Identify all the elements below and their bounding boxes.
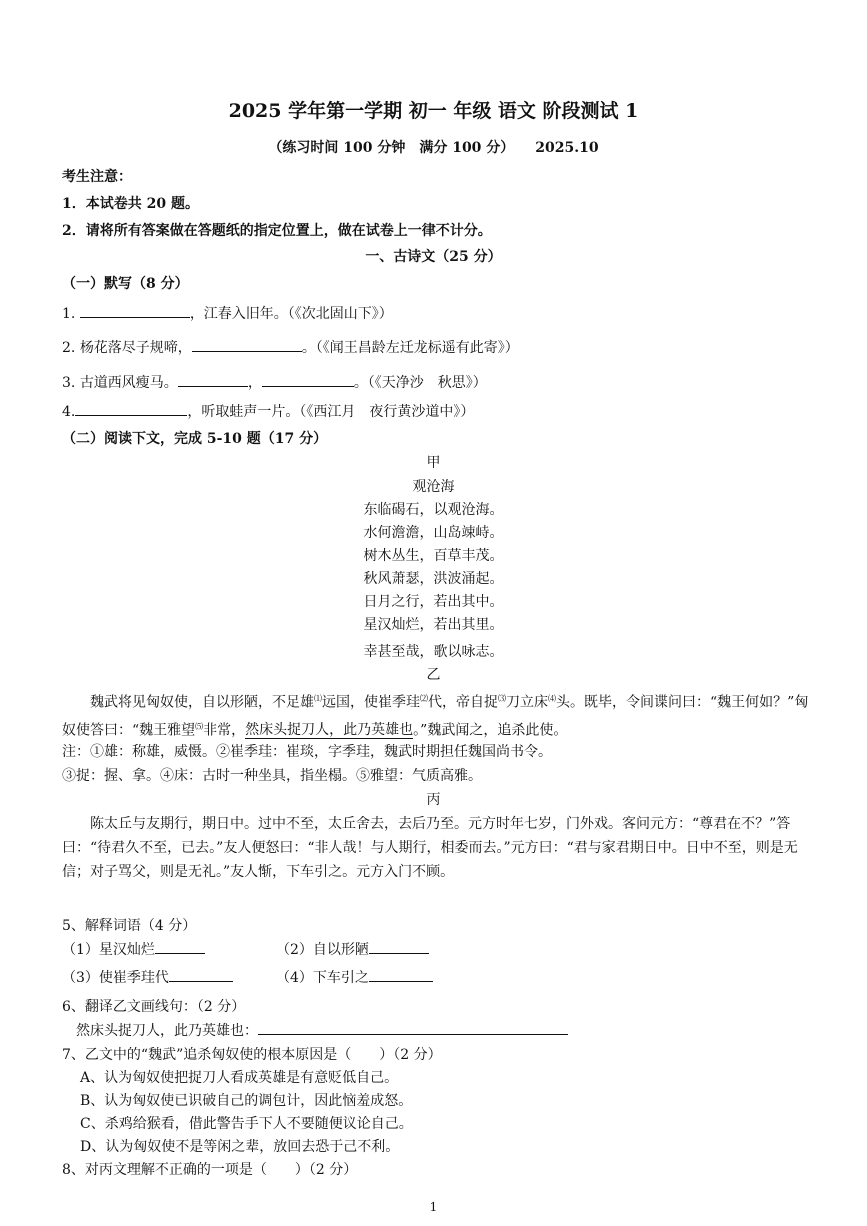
question-4 (62, 401, 474, 421)
notice-heading: 考生注意： (62, 169, 132, 185)
question-5-item (276, 939, 429, 959)
item-text: （4）下车引之 (276, 970, 369, 986)
answer-blank (369, 939, 429, 954)
question-6-title: 6、翻译乙文画线句：（2 分） (62, 999, 246, 1015)
underlined-sentence: 然床头捉刀人，此乃英雄也 (245, 722, 414, 739)
question-5-item (62, 967, 233, 987)
footnote-marker: ⑴ (314, 694, 322, 703)
poem-line: 日月之行，若出其中。 (363, 594, 504, 610)
footnote-marker: ⑸ (195, 721, 204, 731)
footnote-marker: ⑷ (548, 694, 556, 703)
answer-blank (192, 337, 302, 352)
passage-text: 代，帝自捉 (428, 694, 498, 711)
poem-line: 星汉灿烂，若出其里。 (363, 617, 504, 633)
text-label-yi: 乙 (426, 667, 441, 683)
question-number: 3. (62, 375, 76, 391)
question-text: 杨花落尽子规啼， (79, 340, 192, 356)
answer-blank (169, 967, 233, 982)
poem-line: 水何澹澹，山岛竦峙。 (363, 525, 504, 541)
option-c: C、杀鸡给猴看，借此警告手下人不要随便议论自己。 (80, 1116, 413, 1132)
answer-blank (75, 401, 187, 416)
answer-blank (369, 967, 433, 982)
question-3 (62, 372, 487, 392)
passage-text: 头。既毕，令间谍问曰：“魏王何如？”匈奴使答曰：“魏王雅望 (62, 694, 809, 739)
question-7-title: 7、乙文中的“魏武”追杀匈奴使的根本原因是（ ）（2 分） (62, 1047, 442, 1063)
annotation-line-1: 注：①雄：称雄，威慑。②崔季珪：崔琰，字季珪，魏武时期担任魏国尚书令。 (62, 744, 552, 760)
passage-text: 非常， (203, 722, 246, 739)
passage-bing: 陈太丘与友期行，期日中。过中不至，太丘舍去，去后乃至。元方时年七岁，门外戏。客问元方：“尊君在不？”答曰：“待君久不至，已去。”友人便怒曰：“非人哉！与人期行，相委而去。”元方曰：“君与家君期日中。日中不至，则是无信；对子骂父，则是无礼。”友人惭，下车引之。元方入门不顾。 (62, 816, 798, 880)
footnote-marker: ⑶ (498, 694, 506, 703)
question-number: 2. (62, 340, 76, 356)
exam-title: 2025 学年第一学期 初一 年级 语文 阶段测试 1 (228, 100, 639, 122)
item-text: （1）星汉灿烂 (62, 942, 155, 958)
option-d: D、认为匈奴使不是等闲之辈，放回去恐于己不利。 (80, 1139, 400, 1155)
question-text: ，江春入旧年。（《次北固山下》） (189, 306, 393, 322)
part1-title: （一）默写（8 分） (62, 276, 189, 292)
question-5-item (62, 939, 205, 959)
item-text: （3）使崔季珪代 (62, 970, 169, 986)
passage-text: 远国，使崔季珪 (322, 694, 420, 711)
footnote-marker: ⑵ (420, 694, 428, 703)
notice-item-1: 1．本试卷共 20 题。 (62, 196, 199, 212)
passage-yi (62, 687, 810, 742)
question-text: 。（《天净沙 秋思》） (353, 375, 487, 391)
poem-title: 观沧海 (412, 479, 455, 495)
text-label-jia: 甲 (426, 455, 441, 471)
question-5-item (276, 967, 433, 987)
passage-text: 刀立床 (506, 694, 548, 711)
option-a: A、认为匈奴使把捉刀人看成英雄是有意贬低自己。 (80, 1070, 399, 1086)
question-text: 。（《闻王昌龄左迁龙标遥有此寄》） (301, 340, 519, 356)
passage-text: 魏武将见匈奴使，自以形陋，不足雄 (90, 694, 314, 711)
sentence-text: 然床头捉刀人，此乃英雄也： (76, 1023, 258, 1039)
poem-line: 东临碣石，以观沧海。 (363, 502, 504, 518)
question-text: ，听取蛙声一片。（《西江月 夜行黄沙道中》） (187, 404, 475, 420)
answer-blank (155, 939, 205, 954)
section-title: 一、古诗文（25 分） (365, 249, 502, 265)
option-b: B、认为匈奴使已识破自己的调包计，因此恼羞成怒。 (80, 1093, 413, 1109)
question-1 (62, 303, 393, 323)
answer-blank (80, 303, 190, 318)
question-number: 1. (62, 306, 76, 322)
passage-text: 。”魏武闻之，追杀此使。 (413, 722, 568, 739)
exam-subtitle: （练习时间 100 分钟 满分 100 分） 2025.10 (268, 140, 599, 156)
question-8-title: 8、对丙文理解不正确的一项是（ ）（2 分） (62, 1162, 358, 1178)
part2-title: （二）阅读下文，完成 5-10 题（17 分） (62, 431, 328, 447)
question-text: ， (247, 375, 262, 391)
question-6-sentence (76, 1020, 568, 1040)
question-5-title: 5、解释词语（4 分） (62, 918, 197, 934)
poem-line: 幸甚至哉，歌以咏志。 (363, 644, 504, 660)
poem-line: 树木丛生，百草丰茂。 (363, 548, 504, 564)
question-number: 4. (62, 404, 76, 420)
item-text: （2）自以形陋 (276, 942, 369, 958)
question-text: 古道西风瘦马。 (79, 375, 178, 391)
annotation-line-2: ③捉：握、拿。④床：古时一种坐具，指坐榻。⑤雅望：气质高雅。 (62, 768, 482, 784)
text-label-bing: 丙 (426, 792, 441, 808)
question-2 (62, 337, 519, 357)
answer-blank (262, 372, 354, 387)
poem-line: 秋风萧瑟，洪波涌起。 (363, 571, 504, 587)
page-number: 1 (429, 1200, 438, 1214)
answer-blank (178, 372, 248, 387)
answer-blank (258, 1020, 568, 1035)
notice-item-2: 2．请将所有答案做在答题纸的指定位置上，做在试卷上一律不计分。 (62, 223, 492, 239)
